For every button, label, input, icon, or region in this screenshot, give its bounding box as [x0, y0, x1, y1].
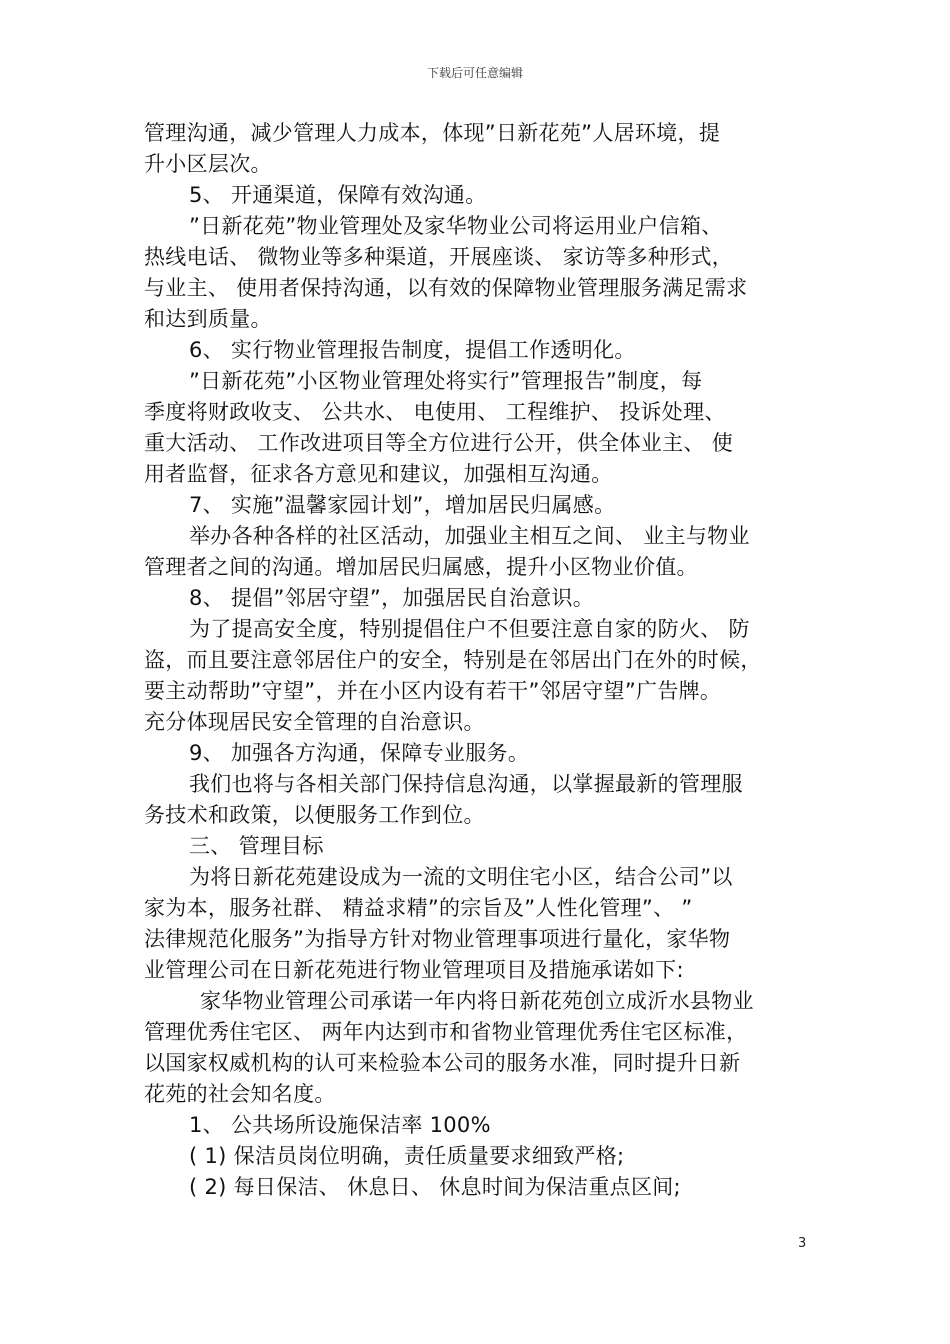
- text-line: 家华物业管理公司承诺一年内将日新花苑创立成沂水县物业: [200, 989, 754, 1013]
- text-line: 充分体现居民安全管理的自治意识。: [144, 710, 485, 734]
- text-line: 管理沟通，减少管理人力成本，体现”日新花苑”人居环境，提: [144, 121, 721, 145]
- text-line: 升小区层次。: [144, 152, 272, 176]
- text-line: 举办各种各样的社区活动，加强业主相互之间、 业主与物业: [189, 524, 750, 548]
- text-line: 家为本，服务社群、 精益求精”的宗旨及”人性化管理”、 ”: [144, 896, 693, 920]
- list-item: ( 2) 每日保洁、 休息日、 休息时间为保洁重点区间;: [189, 1175, 681, 1199]
- text-line: 为了提高安全度，特别提倡住户不但要注意自家的防火、 防: [189, 617, 750, 641]
- section-heading: 1、 公共场所设施保洁率 100%: [189, 1113, 491, 1137]
- text-line: ”日新花苑”物业管理处及家华物业公司将运用业户信箱、: [189, 214, 723, 238]
- text-line: 法律规范化服务”为指导方针对物业管理事项进行量化，家华物: [144, 927, 731, 951]
- text-line: 重大活动、 工作改进项目等全方位进行公开，供全体业主、 使: [144, 431, 734, 455]
- text-line: 管理优秀住宅区、 两年内达到市和省物业管理优秀住宅区标准，: [144, 1020, 748, 1044]
- text-line: 盗，而且要注意邻居住户的安全，特别是在邻居出门在外的时候，: [144, 648, 762, 672]
- text-line: 管理者之间的沟通。增加居民归属感，提升小区物业价值。: [144, 555, 698, 579]
- list-item: ( 1) 保洁员岗位明确，责任质量要求细致严格;: [189, 1144, 625, 1168]
- text-line: 季度将财政收支、 公共水、 电使用、 工程维护、 投诉处理、: [144, 400, 726, 424]
- page-number: 3: [798, 1236, 807, 1251]
- page-header: 下载后可任意编辑: [426, 66, 523, 80]
- text-line: 花苑的社会知名度。: [144, 1082, 336, 1106]
- section-heading: 7、 实施”温馨家园计划”，增加居民归属感。: [189, 493, 616, 517]
- text-line: 与业主、 使用者保持沟通，以有效的保障物业管理服务满足需求: [144, 276, 748, 300]
- section-heading: 9、 加强各方沟通，保障专业服务。: [189, 741, 530, 765]
- text-line: ”日新花苑”小区物业管理处将实行”管理报告”制度，每: [189, 369, 703, 393]
- text-line: 为将日新花苑建设成为一流的文明住宅小区，结合公司”以: [189, 865, 733, 889]
- text-line: 要主动帮助”守望”，并在小区内设有若干”邻居守望”广告牌。: [144, 679, 722, 703]
- text-line: 务技术和政策，以便服务工作到位。: [144, 803, 485, 827]
- section-heading: 5、 开通渠道，保障有效沟通。: [189, 183, 487, 207]
- document-body: [144, 118, 824, 1203]
- text-line: 热线电话、 微物业等多种渠道，开展座谈、 家访等多种形式，: [144, 245, 734, 269]
- section-heading: 8、 提倡”邻居守望”，加强居民自治意识。: [189, 586, 595, 610]
- text-line: 和达到质量。: [144, 307, 272, 331]
- text-line: 以国家权威机构的认可来检验本公司的服务水准，同时提升日新: [144, 1051, 741, 1075]
- text-line: 我们也将与各相关部门保持信息沟通，以掌握最新的管理服: [189, 772, 743, 796]
- section-heading: 6、 实行物业管理报告制度，提倡工作透明化。: [189, 338, 636, 362]
- text-line: 业管理公司在日新花苑进行物业管理项目及措施承诺如下:: [144, 958, 684, 982]
- chapter-heading: 三、 管理目标: [189, 834, 324, 858]
- text-line: 用者监督，征求各方意见和建议，加强相互沟通。: [144, 462, 613, 486]
